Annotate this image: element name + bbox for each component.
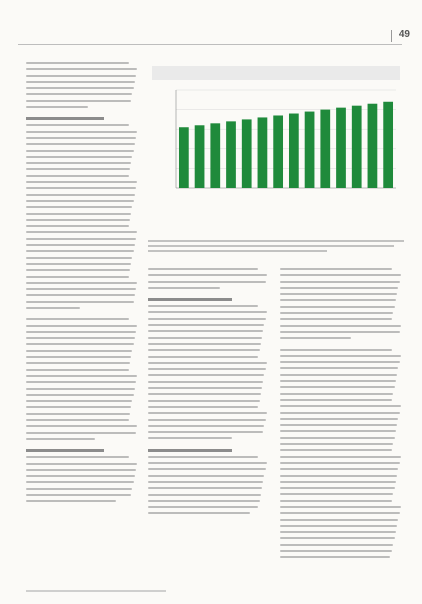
text-line xyxy=(26,325,137,327)
text-line xyxy=(148,487,262,489)
text-line xyxy=(280,367,398,369)
text-line xyxy=(26,225,129,227)
text-line xyxy=(26,406,131,408)
text-line xyxy=(26,419,129,421)
text-line xyxy=(280,424,397,426)
text-line xyxy=(26,75,136,77)
bar xyxy=(336,108,346,188)
text-line xyxy=(148,512,250,514)
text-line xyxy=(26,213,131,215)
bar xyxy=(320,110,330,188)
bar xyxy=(305,112,315,188)
text-line xyxy=(280,506,401,508)
text-line xyxy=(26,369,129,371)
text-line xyxy=(280,537,395,539)
text-line xyxy=(280,274,401,276)
text-line xyxy=(26,124,129,126)
text-line xyxy=(280,456,401,458)
text-line xyxy=(148,311,267,313)
text-line xyxy=(26,469,136,471)
text-line xyxy=(26,87,134,89)
text-line xyxy=(26,244,135,246)
text-line xyxy=(26,413,130,415)
text-line xyxy=(26,488,132,490)
text-line xyxy=(280,430,396,432)
text-line xyxy=(148,481,263,483)
text-line xyxy=(26,494,131,496)
text-line xyxy=(280,331,400,333)
figure-caption xyxy=(148,240,404,255)
text-line xyxy=(26,263,131,265)
text-line xyxy=(280,344,402,349)
text-line xyxy=(148,368,266,370)
text-line xyxy=(280,443,393,445)
text-line xyxy=(148,456,258,458)
text-line xyxy=(26,106,88,108)
text-line xyxy=(280,349,392,351)
text-line xyxy=(26,318,129,320)
text-line xyxy=(148,268,258,270)
text-column-middle xyxy=(148,268,268,519)
text-line xyxy=(280,312,393,314)
text-line xyxy=(26,68,137,70)
text-line xyxy=(26,93,132,95)
text-line xyxy=(26,137,136,139)
bar xyxy=(226,121,236,188)
bar xyxy=(258,117,268,188)
text-line xyxy=(280,525,397,527)
text-line xyxy=(280,512,400,514)
text-line xyxy=(26,425,137,427)
text-line xyxy=(26,206,132,208)
bar xyxy=(273,115,283,188)
text-line xyxy=(148,431,263,433)
text-line xyxy=(26,331,136,333)
text-line xyxy=(148,349,260,351)
text-line xyxy=(26,257,132,259)
subheading xyxy=(26,117,104,120)
text-line xyxy=(148,318,266,320)
text-line xyxy=(148,393,261,395)
text-line xyxy=(26,81,135,83)
text-line xyxy=(26,356,131,358)
bar xyxy=(368,104,378,188)
text-line xyxy=(26,231,137,233)
bar xyxy=(383,102,393,188)
text-line xyxy=(26,463,137,465)
text-line xyxy=(26,337,135,339)
text-line xyxy=(26,350,132,352)
text-line xyxy=(26,250,134,252)
text-line xyxy=(148,324,264,326)
text-column-left xyxy=(26,62,138,507)
text-line xyxy=(26,168,130,170)
text-line xyxy=(280,462,400,464)
text-line xyxy=(26,62,129,64)
text-line xyxy=(280,325,401,327)
text-line xyxy=(26,456,129,458)
text-line xyxy=(280,293,397,295)
page-footer xyxy=(26,590,166,592)
text-line xyxy=(280,287,398,289)
text-line xyxy=(280,306,395,308)
text-line xyxy=(148,305,258,307)
text-line xyxy=(280,519,398,521)
text-line xyxy=(148,287,220,289)
text-line xyxy=(26,438,95,440)
text-line xyxy=(280,437,395,439)
bar xyxy=(195,125,205,188)
text-line xyxy=(280,550,392,552)
text-line xyxy=(26,131,137,133)
bar xyxy=(352,106,362,188)
bar xyxy=(242,119,252,188)
text-line xyxy=(280,487,395,489)
text-line xyxy=(26,475,135,477)
text-line xyxy=(148,374,264,376)
text-line xyxy=(26,238,136,240)
text-line xyxy=(26,162,131,164)
subheading xyxy=(26,449,104,452)
text-line xyxy=(148,406,258,408)
text-line xyxy=(280,318,392,320)
text-line xyxy=(26,181,137,183)
text-line xyxy=(26,301,134,303)
text-line xyxy=(280,500,392,502)
bar xyxy=(210,123,220,188)
caption-line xyxy=(148,250,327,252)
bar-chart xyxy=(148,62,404,222)
text-line xyxy=(148,387,262,389)
text-line xyxy=(280,299,396,301)
header-rule xyxy=(18,44,402,45)
caption-line xyxy=(148,245,394,247)
bar xyxy=(289,114,299,188)
text-line xyxy=(26,500,116,502)
text-line xyxy=(26,187,136,189)
text-line xyxy=(148,400,260,402)
text-line xyxy=(148,337,262,339)
text-line xyxy=(280,556,390,558)
text-line xyxy=(26,200,134,202)
text-line xyxy=(280,380,396,382)
text-line xyxy=(148,381,263,383)
text-line xyxy=(280,544,393,546)
text-line xyxy=(280,493,393,495)
text-line xyxy=(280,481,396,483)
text-line xyxy=(26,388,135,390)
text-line xyxy=(26,156,132,158)
page-number: 49 xyxy=(398,29,410,40)
text-line xyxy=(26,394,134,396)
text-line xyxy=(148,500,260,502)
text-line xyxy=(26,381,136,383)
text-line xyxy=(148,506,258,508)
text-line xyxy=(148,475,264,477)
text-line xyxy=(280,475,397,477)
text-line xyxy=(26,481,134,483)
text-line xyxy=(148,419,266,421)
text-line xyxy=(280,337,351,339)
text-line xyxy=(148,356,258,358)
subheading xyxy=(148,298,232,301)
text-line xyxy=(280,361,400,363)
text-line xyxy=(280,399,392,401)
text-line xyxy=(26,194,135,196)
text-line xyxy=(26,432,136,434)
text-line xyxy=(26,288,136,290)
caption-line xyxy=(148,240,404,242)
text-line xyxy=(148,343,261,345)
text-line xyxy=(280,468,398,470)
text-line xyxy=(148,468,266,470)
text-line xyxy=(280,268,392,270)
text-line xyxy=(280,412,400,414)
text-line xyxy=(280,418,398,420)
text-line xyxy=(280,374,397,376)
text-line xyxy=(148,274,267,276)
text-line xyxy=(26,269,130,271)
text-line xyxy=(26,307,80,309)
text-line xyxy=(148,330,263,332)
text-line xyxy=(26,343,134,345)
text-line xyxy=(148,494,261,496)
text-line xyxy=(280,531,396,533)
text-line xyxy=(26,294,135,296)
text-line xyxy=(148,412,267,414)
text-line xyxy=(280,393,393,395)
text-line xyxy=(26,219,130,221)
text-line xyxy=(148,425,264,427)
bar xyxy=(179,127,189,188)
header-separator xyxy=(391,30,392,42)
chart-title-band xyxy=(152,66,400,80)
text-line xyxy=(26,375,137,377)
page-header xyxy=(0,0,422,52)
text-line xyxy=(148,437,232,439)
text-line xyxy=(280,281,400,283)
text-line xyxy=(26,362,130,364)
text-line xyxy=(26,143,135,145)
text-line xyxy=(26,276,129,278)
text-column-right xyxy=(280,268,402,563)
text-line xyxy=(148,362,267,364)
text-line xyxy=(280,449,392,451)
text-line xyxy=(26,100,131,102)
text-line xyxy=(26,400,132,402)
subheading xyxy=(148,449,232,452)
text-line xyxy=(280,355,401,357)
text-line xyxy=(280,386,395,388)
text-line xyxy=(26,282,137,284)
text-line xyxy=(148,281,266,283)
text-line xyxy=(148,462,267,464)
text-line xyxy=(26,175,129,177)
bar-chart-figure xyxy=(148,62,404,236)
text-line xyxy=(26,150,134,152)
text-line xyxy=(280,405,401,407)
